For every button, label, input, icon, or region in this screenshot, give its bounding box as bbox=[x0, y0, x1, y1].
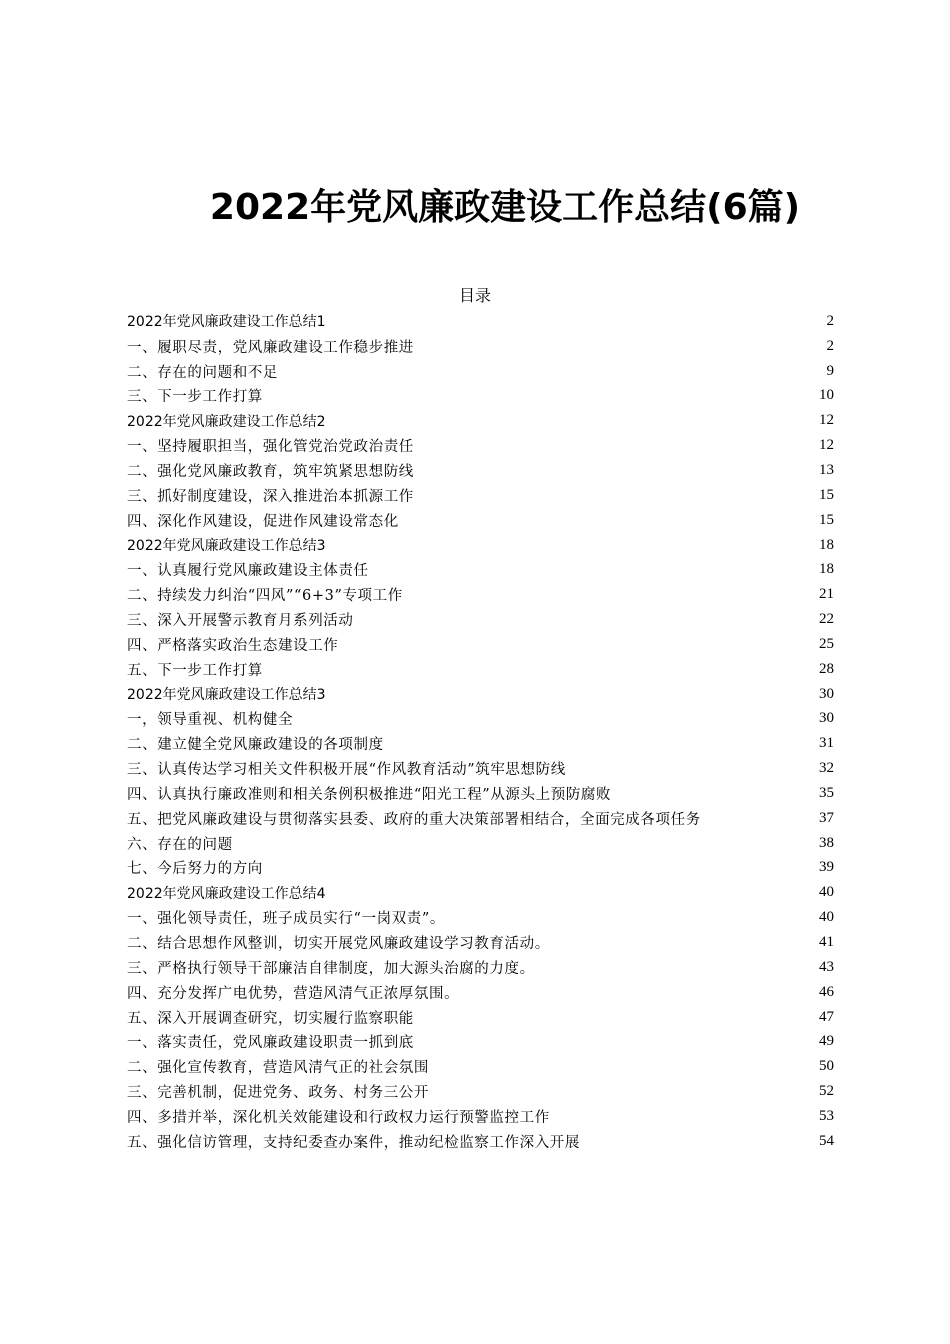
toc-entry-text: 一、落实责任，党风廉政建设职责一抓到底 bbox=[127, 1035, 414, 1052]
toc-page-number: 54 bbox=[819, 1132, 834, 1149]
toc-part-entry[interactable] bbox=[127, 682, 834, 707]
toc-part-entry[interactable] bbox=[127, 880, 834, 905]
toc-entry-text: 四、深化作风建设，促进作风建设常态化 bbox=[127, 513, 399, 530]
toc-page-number: 13 bbox=[819, 461, 834, 478]
toc-page-number: 39 bbox=[819, 859, 834, 876]
toc-page-number: 2 bbox=[826, 337, 834, 354]
toc-part-entry[interactable] bbox=[127, 533, 834, 558]
toc-entry[interactable] bbox=[127, 557, 834, 582]
toc-entry-text: 一、坚持履职担当，强化管党治党政治责任 bbox=[127, 439, 414, 456]
toc-page-number: 32 bbox=[819, 760, 834, 777]
toc-entry[interactable] bbox=[127, 1029, 834, 1054]
toc-page-number: 38 bbox=[819, 834, 834, 851]
toc-entry-text: 一、履职尽责，党风廉政建设工作稳步推进 bbox=[127, 339, 414, 356]
toc-page-number: 49 bbox=[819, 1033, 834, 1050]
toc-entry-text: 二、结合思想作风整训，切实开展党风廉政建设学习教育活动。 bbox=[127, 936, 550, 953]
toc-page-number: 2 bbox=[826, 312, 834, 329]
toc-heading: 目录 bbox=[458, 286, 491, 305]
toc-entry-text: 2022年党风廉政建设工作总结2 bbox=[127, 413, 326, 430]
toc-entry[interactable] bbox=[127, 831, 834, 856]
toc-entry-text: 四、严格落实政治生态建设工作 bbox=[127, 637, 339, 654]
toc-entry-text: 三、完善机制，促进党务、政务、村务三公开 bbox=[127, 1085, 429, 1102]
toc-entry[interactable] bbox=[127, 1104, 834, 1129]
toc-entry-text: 一、认真履行党风廉政建设主体责任 bbox=[127, 563, 369, 580]
toc-entry-text: 一、强化领导责任，班子成员实行“一岗双责”。 bbox=[127, 911, 446, 928]
toc-entry[interactable] bbox=[127, 1054, 834, 1079]
toc-entry-text: 二、强化党风廉政教育，筑牢筑紧思想防线 bbox=[127, 463, 414, 480]
toc-entry[interactable] bbox=[127, 632, 834, 657]
toc-page-number: 25 bbox=[819, 635, 834, 652]
toc-entry[interactable] bbox=[127, 508, 834, 533]
toc-page-number: 28 bbox=[819, 660, 834, 677]
toc-page-number: 12 bbox=[819, 412, 834, 429]
toc-entry-text: 五、把党风廉政建设与贯彻落实县委、政府的重大决策部署相结合，全面完成各项任务 bbox=[127, 811, 701, 828]
toc-page-number: 12 bbox=[819, 437, 834, 454]
toc-entry-text: 三、深入开展警示教育月系列活动 bbox=[127, 613, 354, 630]
toc-page-number: 37 bbox=[819, 809, 834, 826]
toc-entry-text: 六、存在的问题 bbox=[127, 836, 233, 853]
toc-entry[interactable] bbox=[127, 384, 834, 409]
toc-entry[interactable] bbox=[127, 483, 834, 508]
toc-entry[interactable] bbox=[127, 607, 834, 632]
toc-page-number: 30 bbox=[819, 685, 834, 702]
toc-entry-text: 二、存在的问题和不足 bbox=[127, 364, 278, 381]
toc-entry-text: 三、下一步工作打算 bbox=[127, 389, 263, 406]
toc-entry-text: 2022年党风廉政建设工作总结3 bbox=[127, 687, 326, 704]
toc-entry-text: 二、强化宣传教育，营造风清气正的社会氛围 bbox=[127, 1060, 429, 1077]
toc-entry[interactable] bbox=[127, 980, 834, 1005]
toc-entry[interactable] bbox=[127, 707, 834, 732]
document-title: 2022年党风廉政建设工作总结(6篇) bbox=[209, 187, 801, 228]
toc-page-number: 15 bbox=[819, 486, 834, 503]
toc-page-number: 40 bbox=[819, 884, 834, 901]
toc-entry[interactable] bbox=[127, 458, 834, 483]
toc-part-entry[interactable] bbox=[127, 309, 834, 334]
toc-page-number: 50 bbox=[819, 1058, 834, 1075]
toc-entry[interactable] bbox=[127, 756, 834, 781]
toc-entry[interactable] bbox=[127, 856, 834, 881]
toc-entry-text: 2022年党风廉政建设工作总结4 bbox=[127, 885, 326, 902]
table-of-contents bbox=[127, 309, 834, 1154]
toc-page-number: 15 bbox=[819, 511, 834, 528]
toc-entry[interactable] bbox=[127, 905, 834, 930]
toc-entry[interactable] bbox=[127, 582, 834, 607]
toc-entry[interactable] bbox=[127, 806, 834, 831]
toc-page-number: 31 bbox=[819, 735, 834, 752]
toc-page-number: 10 bbox=[819, 387, 834, 404]
toc-entry-text: 二、持续发力纠治“四风”“6+3”专项工作 bbox=[127, 588, 403, 605]
toc-entry[interactable] bbox=[127, 1129, 834, 1154]
toc-entry-text: 三、认真传达学习相关文件积极开展“作风教育活动”筑牢思想防线 bbox=[127, 762, 566, 779]
toc-page-number: 35 bbox=[819, 784, 834, 801]
toc-page-number: 18 bbox=[819, 561, 834, 578]
toc-entry[interactable] bbox=[127, 433, 834, 458]
toc-page-number: 43 bbox=[819, 958, 834, 975]
toc-page-number: 53 bbox=[819, 1107, 834, 1124]
toc-page-number: 40 bbox=[819, 909, 834, 926]
toc-entry-text: 四、认真执行廉政准则和相关条例积极推进“阳光工程”从源头上预防腐败 bbox=[127, 786, 612, 803]
toc-entry[interactable] bbox=[127, 955, 834, 980]
toc-entry-text: 七、今后努力的方向 bbox=[127, 861, 263, 878]
toc-entry[interactable] bbox=[127, 334, 834, 359]
toc-page-number: 18 bbox=[819, 536, 834, 553]
toc-page-number: 22 bbox=[819, 611, 834, 628]
toc-entry-text: 2022年党风廉政建设工作总结3 bbox=[127, 538, 326, 555]
toc-entry-text: 五、深入开展调查研究，切实履行监察职能 bbox=[127, 1010, 414, 1027]
toc-page-number: 9 bbox=[826, 362, 834, 379]
toc-entry-text: 三、抓好制度建设，深入推进治本抓源工作 bbox=[127, 488, 414, 505]
toc-entry-text: 2022年党风廉政建设工作总结1 bbox=[127, 314, 326, 331]
toc-entry[interactable] bbox=[127, 359, 834, 384]
toc-entry[interactable] bbox=[127, 781, 834, 806]
toc-entry[interactable] bbox=[127, 1005, 834, 1030]
toc-page-number: 52 bbox=[819, 1083, 834, 1100]
toc-entry-text: 二、建立健全党风廉政建设的各项制度 bbox=[127, 737, 384, 754]
toc-page-number: 21 bbox=[819, 586, 834, 603]
toc-page-number: 41 bbox=[819, 934, 834, 951]
toc-entry-text: 四、充分发挥广电优势，营造风清气正浓厚氛围。 bbox=[127, 985, 460, 1002]
toc-entry-text: 三、严格执行领导干部廉洁自律制度，加大源头治腐的力度。 bbox=[127, 960, 535, 977]
toc-entry-text: 四、多措并举，深化机关效能建设和行政权力运行预警监控工作 bbox=[127, 1109, 550, 1126]
toc-entry[interactable] bbox=[127, 930, 834, 955]
toc-page-number: 47 bbox=[819, 1008, 834, 1025]
toc-entry-text: 五、强化信访管理，支持纪委查办案件，推动纪检监察工作深入开展 bbox=[127, 1134, 580, 1151]
toc-page-number: 30 bbox=[819, 710, 834, 727]
toc-entry-text: 五、下一步工作打算 bbox=[127, 662, 263, 679]
toc-entry[interactable] bbox=[127, 731, 834, 756]
toc-entry[interactable] bbox=[127, 657, 834, 682]
toc-entry-text: 一，领导重视、机构健全 bbox=[127, 712, 294, 729]
toc-part-entry[interactable] bbox=[127, 408, 834, 433]
toc-page-number: 46 bbox=[819, 983, 834, 1000]
toc-entry[interactable] bbox=[127, 1079, 834, 1104]
